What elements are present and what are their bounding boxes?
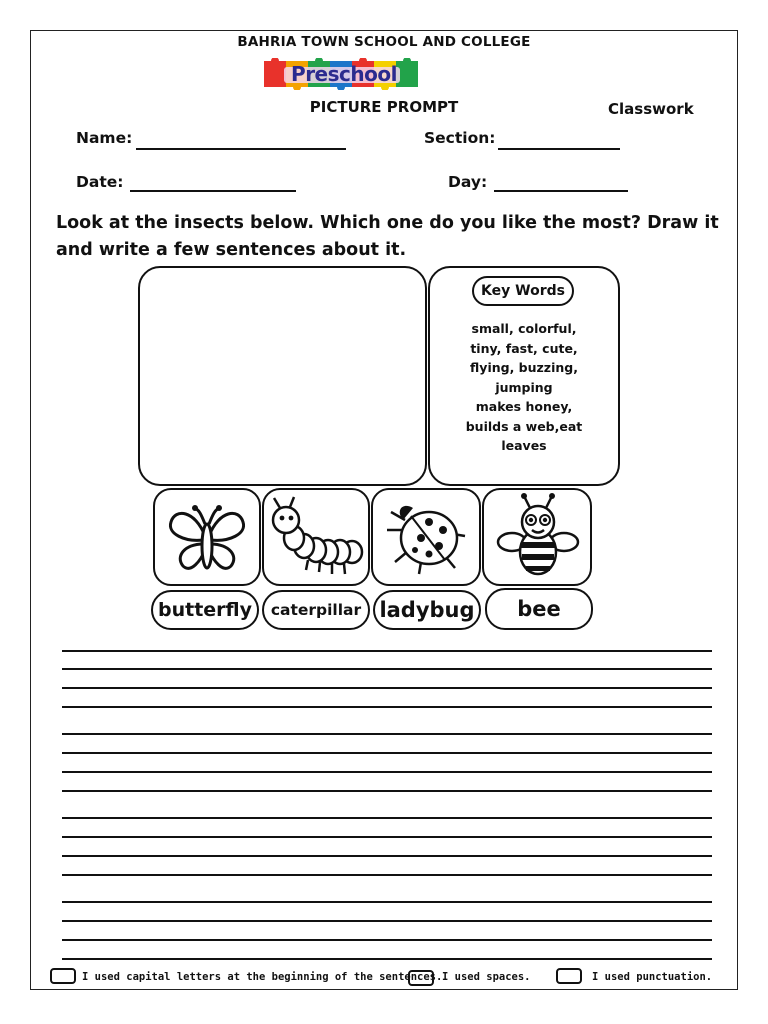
- writing-line[interactable]: [62, 650, 712, 652]
- school-name: BAHRIA TOWN SCHOOL AND COLLEGE: [237, 34, 531, 50]
- classwork-label: Classwork: [608, 100, 694, 118]
- writing-line[interactable]: [62, 901, 712, 903]
- ladybug-picture: [371, 488, 481, 586]
- caterpillar-icon: [264, 490, 368, 584]
- writing-line[interactable]: [62, 958, 712, 960]
- bee-icon: [484, 490, 590, 584]
- writing-line[interactable]: [62, 817, 712, 819]
- ladybug-label: ladybug: [373, 590, 481, 630]
- checkbox-punctuation[interactable]: [556, 968, 582, 984]
- writing-line[interactable]: [62, 836, 712, 838]
- writing-line[interactable]: [62, 939, 712, 941]
- preschool-logo: [264, 58, 424, 90]
- checklist-spaces: I used spaces.: [442, 971, 531, 983]
- writing-line[interactable]: [62, 706, 712, 708]
- writing-line[interactable]: [62, 790, 712, 792]
- instructions: Look at the insects below. Which one do you like the most? Draw it and write a few sentences about it.: [56, 213, 719, 260]
- logo-text: Preschool: [291, 62, 397, 86]
- bee-picture: [482, 488, 592, 586]
- writing-line[interactable]: [62, 687, 712, 689]
- butterfly-icon: [155, 490, 259, 584]
- day-field[interactable]: [494, 190, 628, 192]
- writing-line[interactable]: [62, 771, 712, 773]
- writing-line[interactable]: [62, 733, 712, 735]
- butterfly-picture: [153, 488, 261, 586]
- writing-line[interactable]: [62, 920, 712, 922]
- checkbox-capital-letters[interactable]: [50, 968, 76, 984]
- writing-line[interactable]: [62, 874, 712, 876]
- section-field[interactable]: [498, 148, 620, 150]
- keywords-title: Key Words: [472, 276, 574, 306]
- ladybug-icon: [373, 490, 479, 584]
- writing-line[interactable]: [62, 752, 712, 754]
- butterfly-label: butterfly: [151, 590, 259, 630]
- checklist-capital-letters: I used capital letters at the beginning of the sentences.: [82, 971, 443, 983]
- writing-line[interactable]: [62, 668, 712, 670]
- name-field[interactable]: [136, 148, 346, 150]
- checklist-punctuation: I used punctuation.: [592, 971, 713, 983]
- date-label: Date:: [76, 173, 124, 191]
- checkbox-spaces[interactable]: [408, 970, 434, 986]
- keywords-list: small, colorful, tiny, fast, cute, flying, buzzing, jumping makes honey, builds a web,eat leaves: [465, 321, 583, 453]
- drawing-area[interactable]: [138, 266, 427, 486]
- date-field[interactable]: [130, 190, 296, 192]
- writing-line[interactable]: [62, 855, 712, 857]
- name-label: Name:: [76, 129, 133, 147]
- caterpillar-picture: [262, 488, 370, 586]
- bee-label: bee: [485, 588, 593, 630]
- section-label: Section:: [424, 129, 496, 147]
- day-label: Day:: [448, 173, 488, 191]
- caterpillar-label: caterpillar: [262, 590, 370, 630]
- page-title: PICTURE PROMPT: [309, 98, 459, 116]
